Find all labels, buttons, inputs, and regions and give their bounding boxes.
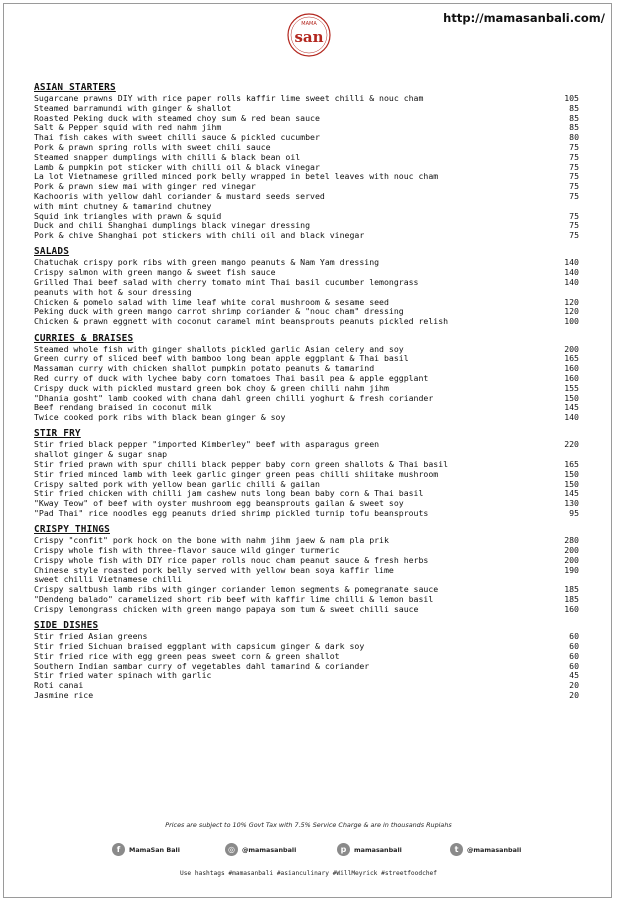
dish-name: Crispy lemongrass chicken with green mango papaya som tum & sweet chilli sauce [34,603,419,614]
dish-name: Roasted Peking duck with steamed choy sum & red bean sauce [34,112,320,123]
menu-section [34,333,579,423]
dish-name: Pork & prawn siew mai with ginger red vinegar [34,181,256,192]
dish-price: 200 [564,554,579,565]
svg-text:MAMA: MAMA [300,21,317,27]
dish-name: Beef rendang braised in coconut milk [34,402,212,413]
dish-name: Salt & Pepper squid with red nahm jihm [34,122,222,133]
social-link[interactable] [112,843,180,856]
dish-price: 45 [569,670,579,681]
dish-name: Stir fried prawn with spur chilli black pepper baby corn green shallots & Thai basil [34,459,449,469]
instagram-icon: ◎ [225,843,238,856]
dish-name: Kachooris with yellow dahl coriander & mustard seeds served [34,190,325,201]
dish-name: Massaman curry with chicken shallot pumpkin potato peanuts & tamarind [34,363,375,374]
dish-price: 160 [564,603,579,614]
menu-section [34,524,579,614]
dish-name: Stir fried rice with egg green peas sweet corn & green shallot [34,650,340,661]
dish-price: 220 [564,439,579,450]
dish-name: Crispy whole fish with three-flavor sauce wild ginger turmeric [34,545,340,556]
dish-price: 75 [569,171,579,182]
dish-price: 95 [569,507,579,518]
social-label: @mamasanbali [242,845,297,854]
section-title: SALADS [34,246,70,258]
dish-price: 75 [569,161,579,172]
dish-price: 80 [569,132,579,143]
dish-name: Crispy salted pork with yellow bean garlic chilli & gailan [34,478,320,489]
dish-name: Duck and chili Shanghai dumplings black vinegar dressing [34,220,311,231]
dish-price: 140 [564,267,579,278]
social-links [0,843,617,861]
social-label: @mamasanbali [467,845,522,854]
dish-name: Lamb & pumpkin pot sticker with chilli oil & black vinegar [34,161,320,172]
section-title: CURRIES & BRAISES [34,332,134,344]
dish-price: 150 [564,468,579,479]
dish-price: 140 [564,412,579,423]
dish-name: Thai fish cakes with sweet chilli sauce & pickled cucumber [34,132,320,143]
dish-name: "Pad Thai" rice noodles egg peanuts dried shrimp pickled turnip tofu beansprouts [34,507,429,518]
dish-name: shallot ginger & sugar snap [34,449,168,460]
dish-name: Stir fried minced lamb with leek garlic ginger green peas chilli shiitake mushroom [34,468,439,479]
dish-price: 160 [564,372,579,383]
dish-name: Pork & chive Shanghai pot stickers with chili oil and black vinegar [34,230,365,241]
dish-price: 140 [564,257,579,268]
dish-price: 60 [569,660,579,671]
dish-price: 140 [564,277,579,288]
dish-price: 75 [569,190,579,201]
dish-name: "Dhania gosht" lamb cooked with chana dahl green chilli yoghurt & fresh coriander [34,392,434,403]
social-label: mamasanbali [354,845,402,854]
dish-price: 100 [564,316,579,327]
social-link[interactable] [225,843,296,856]
menu-content [34,82,579,706]
dish-name: Stir fried chicken with chilli jam cashew nuts long bean baby corn & Thai basil [34,488,424,499]
dish-name: Squid ink triangles with prawn & squid [34,210,222,221]
mamasan-logo [286,10,332,60]
menu-section [34,620,579,701]
dish-price: 85 [569,112,579,123]
dish-price: 200 [564,545,579,556]
dish-name: sweet chilli Vietnamese chilli [34,574,182,585]
dish-name: Crispy "confit" pork hock on the bone with nahm jihm jaew & nam pla prik [34,535,389,546]
dish-price: 75 [569,220,579,231]
dish-name: "Dendeng balado" caramelized short rib beef with kaffir lime chilli & lemon basil [34,594,434,605]
dish-price: 150 [564,392,579,403]
svg-text:san: san [293,28,324,46]
dish-name: "Kway Teow" of beef with oyster mushroom egg beansprouts gailan & sweet soy [34,498,404,509]
dish-price: 160 [564,363,579,374]
hashtags: Use hashtags #mamasanbali #asianculinary #WillMeyrick #streetfoodchef [179,870,438,877]
pinterest-icon: p [337,843,350,856]
price-note: Prices are subject to 10% Govt Tax with 7.5% Service Charge & are in thousands Rupiahs [165,821,452,829]
dish-name: Pork & prawn spring rolls with sweet chili sauce [34,141,271,152]
dish-name: Crispy saltbush lamb ribs with ginger coriander lemon segments & pomegranate sauce [34,584,439,595]
dish-name: Southern Indian sambar curry of vegetables dahl tamarind & coriander [34,660,370,671]
dish-price: 120 [564,296,579,307]
menu-section [34,246,579,327]
dish-price: 20 [569,689,579,700]
dish-price: 75 [569,151,579,162]
dish-price: 185 [564,594,579,605]
dish-name: Chinese style roasted pork belly served with yellow bean soya kaffir lime [34,564,394,575]
dish-name: Steamed whole fish with ginger shallots pickled garlic Asian celery and soy [34,343,404,354]
menu-item [34,231,579,241]
dish-name: Stir fried Sichuan braised eggplant with capsicum ginger & dark soy [34,640,365,651]
dish-price: 75 [569,141,579,152]
dish-name: peanuts with hot & sour dressing [34,286,192,297]
dish-name: Stir fried black pepper "imported Kimberley" beef with asparagus green [34,439,380,450]
menu-section [34,82,579,241]
dish-price: 60 [569,640,579,651]
dish-name: Crispy salmon with green mango & sweet fish sauce [34,267,276,278]
dish-price: 120 [564,306,579,317]
dish-name: Jasmine rice [34,689,94,700]
dish-name: Peking duck with green mango carrot shrimp coriander & "nouc cham" dressing [34,306,404,317]
dish-name: Red curry of duck with lychee baby corn tomatoes Thai basil pea & apple eggplant [34,372,429,383]
dish-name: with mint chutney & tamarind chutney [34,200,212,211]
dish-price: 150 [564,478,579,489]
social-link[interactable] [337,843,402,856]
dish-name: Roti canai [34,680,84,691]
menu-item [34,691,579,701]
dish-name: Grilled Thai beef salad with cherry tomato mint Thai basil cucumber lemongrass [34,277,419,288]
dish-price: 165 [564,459,579,469]
dish-name: Steamed snapper dumplings with chilli & black bean oil [34,151,301,162]
dish-price: 145 [564,402,579,413]
dish-price: 165 [564,353,579,364]
dish-price: 75 [569,230,579,241]
dish-price: 75 [569,210,579,221]
dish-price: 190 [564,564,579,575]
dish-name: Steamed barramundi with ginger & shallot [34,102,232,113]
website-link[interactable]: http://mamasanbali.com/ [443,11,605,25]
dish-price: 185 [564,584,579,595]
menu-item [34,671,579,681]
dish-price: 105 [564,93,579,103]
dish-name: Chicken & pomelo salad with lime leaf white coral mushroom & sesame seed [34,296,389,307]
dish-price: 60 [569,650,579,661]
dish-price: 20 [569,680,579,691]
dish-name: Chatuchak crispy pork ribs with green mango peanuts & Nam Yam dressing [34,257,380,268]
twitter-icon: t [450,843,463,856]
dish-price: 155 [564,382,579,393]
section-title: SIDE DISHES [34,620,99,632]
dish-name: Crispy whole fish with DIY rice paper rolls nouc cham peanut sauce & fresh herbs [34,554,429,565]
dish-name: Stir fried water spinach with garlic [34,670,212,681]
dish-name: Chicken & prawn eggnett with coconut caramel mint beansprouts peanuts pickled relish [34,316,449,327]
menu-section [34,428,579,518]
dish-name: Stir fried Asian greens [34,631,148,642]
dish-name: Green curry of sliced beef with bamboo long bean apple eggplant & Thai basil [34,353,409,364]
menu-item [34,317,579,327]
dish-price: 85 [569,102,579,113]
menu-item [34,509,579,519]
section-title: CRISPY THINGS [34,524,110,536]
dish-price: 130 [564,498,579,509]
section-title: STIR FRY [34,428,81,440]
dish-price: 200 [564,343,579,354]
dish-name: Sugarcane prawns DIY with rice paper rolls kaffir lime sweet chilli & nouc cham [34,93,424,103]
dish-price: 60 [569,631,579,642]
section-title: ASIAN STARTERS [34,82,116,93]
dish-name: La lot Vietnamese grilled minced pork belly wrapped in betel leaves with nouc cham [34,171,439,182]
social-link[interactable] [450,843,521,856]
dish-price: 75 [569,181,579,192]
dish-price: 145 [564,488,579,499]
dish-price: 85 [569,122,579,133]
dish-name: Twice cooked pork ribs with black bean ginger & soy [34,412,286,423]
menu-item [34,681,579,691]
dish-name: Crispy duck with pickled mustard green bok choy & green chilli nahm jihm [34,382,389,393]
dish-price: 280 [564,535,579,546]
menu-item [34,413,579,423]
menu-item [34,605,579,615]
facebook-icon: f [112,843,125,856]
social-label: MamaSan Bali [129,845,180,854]
